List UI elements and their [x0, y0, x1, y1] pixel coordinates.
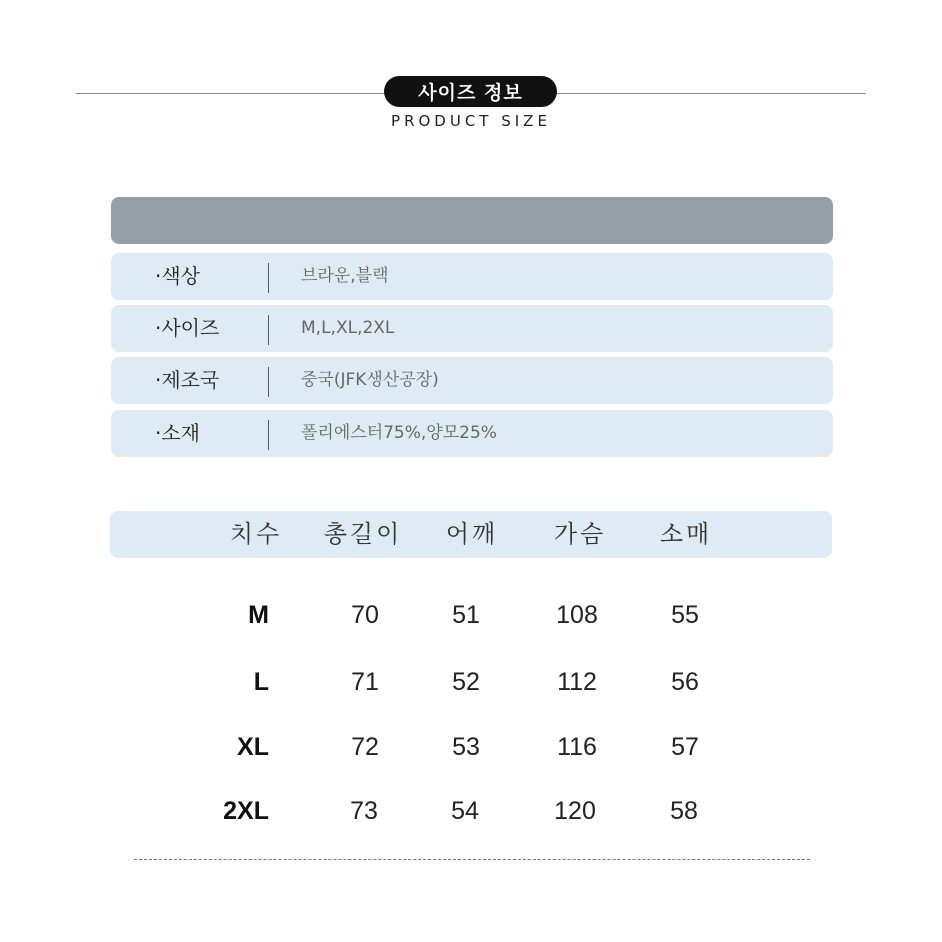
size-table-header [110, 511, 832, 558]
title-rule-right [555, 93, 866, 94]
info-row-material [111, 410, 833, 457]
length-value: 71 [351, 668, 379, 696]
info-divider [268, 263, 269, 293]
size-row-2xl [0, 791, 942, 831]
length-value: 72 [351, 733, 379, 761]
sleeve-value: 55 [671, 601, 699, 629]
info-value: 중국(JFK생산공장) [301, 370, 439, 390]
column-header-length: 총길이 [323, 520, 403, 548]
chest-value: 116 [557, 733, 597, 761]
section-subtitle: PRODUCT SIZE [391, 112, 551, 130]
info-divider [268, 420, 269, 450]
info-key: ·사이즈 [155, 316, 220, 340]
chest-value: 108 [556, 601, 598, 629]
chest-value: 120 [554, 797, 596, 825]
info-divider [268, 367, 269, 397]
info-row-origin [111, 357, 833, 404]
info-key: ·제조국 [155, 368, 220, 392]
shoulder-value: 54 [451, 797, 479, 825]
shoulder-value: 53 [452, 733, 480, 761]
size-row-m [0, 595, 942, 635]
sleeve-value: 58 [670, 797, 698, 825]
info-value: 브라운,블랙 [301, 266, 389, 286]
info-row-color [111, 253, 833, 300]
size-row-xl [0, 727, 942, 767]
shoulder-value: 52 [452, 668, 480, 696]
sleeve-value: 56 [671, 668, 699, 696]
title-rule-left [76, 93, 388, 94]
size-label: 2XL [223, 797, 269, 825]
info-value: M,L,XL,2XL [301, 318, 395, 338]
section-title: 사이즈 정보 [384, 76, 557, 107]
column-header-sleeve: 소매 [659, 520, 713, 548]
info-row-size [111, 305, 833, 352]
size-label: M [248, 601, 269, 629]
info-value: 폴리에스터75%,양모25% [301, 423, 497, 443]
info-key: ·색상 [155, 264, 200, 288]
size-label: XL [237, 733, 269, 761]
info-key: ·소재 [155, 421, 200, 445]
shoulder-value: 51 [452, 601, 480, 629]
length-value: 73 [350, 797, 378, 825]
column-header-shoulder: 어깨 [445, 520, 499, 548]
size-label: L [253, 668, 269, 696]
column-header-chest: 가슴 [553, 520, 607, 548]
dashed-divider [134, 859, 810, 860]
sleeve-value: 57 [671, 733, 699, 761]
info-header-bar [111, 197, 833, 244]
column-header-size: 치수 [229, 520, 283, 548]
length-value: 70 [351, 601, 379, 629]
info-divider [268, 315, 269, 345]
chest-value: 112 [557, 668, 597, 696]
size-row-l [0, 662, 942, 702]
